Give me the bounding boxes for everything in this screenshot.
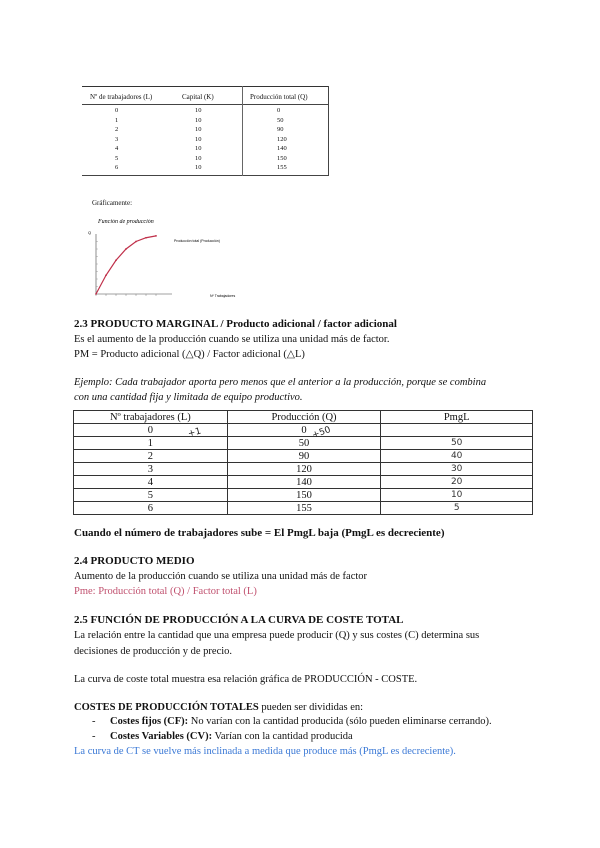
- cost-bullet-text: Varían con la cantidad producida: [212, 731, 353, 742]
- marginal-product-table: [73, 410, 533, 515]
- bullet-dash: -: [92, 716, 96, 727]
- section-23-example-2: con una cantidad fija y limitada de equipo productivo.: [74, 392, 303, 403]
- top-table-top-rule: [82, 86, 328, 87]
- top-table-cell: 10: [195, 107, 202, 114]
- table-row: [74, 489, 533, 502]
- top-table-header-l: Nº de trabajadores (L): [90, 93, 153, 101]
- cost-bullet-term: Costes fijos (CF):: [110, 716, 189, 727]
- pmgl-cell: 5: [381, 502, 533, 515]
- top-table-cell: 10: [195, 135, 202, 143]
- top-table-bottom-rule: [82, 175, 328, 176]
- table-row: [74, 424, 533, 437]
- top-table-cell: 150: [277, 154, 287, 162]
- table-row: [74, 437, 533, 450]
- bullet-dash: -: [92, 731, 96, 742]
- top-table-header-k: Capital (K): [182, 93, 214, 101]
- mini-chart-xlabel: Nº Trabajadores: [210, 294, 236, 298]
- section-23-example-1: Ejemplo: Cada trabajador aporta pero menos que el anterior a la producción, porque se combina: [74, 377, 487, 388]
- section-23-line2: PM = Producto adicional (△Q) / Factor adicional (△L): [74, 349, 305, 360]
- table-row: [74, 463, 533, 476]
- section-25-blue-note: La curva de CT se vuelve más inclinada a medida que produce más (PmgL es decreciente).: [74, 746, 456, 757]
- top-table-cell: 10: [195, 145, 202, 152]
- top-table-cell: 6: [115, 164, 119, 171]
- section-25-heading: 2.5 FUNCIÓN DE PRODUCCIÓN A LA CURVA DE COSTE TOTAL: [74, 614, 404, 626]
- section-24-heading: 2.4 PRODUCTO MEDIO: [74, 555, 195, 567]
- top-table-header-q: Producción total (Q): [250, 93, 308, 101]
- handwritten-annotation-l: +1: [186, 426, 203, 440]
- top-table-cell: 0: [277, 107, 281, 114]
- production-cell: 50: [227, 437, 381, 450]
- production-point: [105, 274, 107, 276]
- header-workers: Nº trabajadores (L): [74, 411, 228, 424]
- production-point: [135, 241, 137, 243]
- top-table-header-rule: [82, 104, 328, 105]
- top-table-cell: 10: [195, 154, 202, 162]
- production-cell: 90: [227, 450, 381, 463]
- mini-chart-legend: Producción total (Producción): [174, 239, 220, 243]
- top-table-cell: 4: [115, 145, 119, 152]
- pmgl-cell: 40: [381, 450, 533, 463]
- mini-chart-ylabel: Q: [88, 230, 92, 235]
- top-table-cell: 155: [277, 164, 287, 171]
- header-pmgl: PmgL: [381, 411, 533, 424]
- production-point: [115, 259, 117, 261]
- handwritten-annotation-q: +50: [310, 425, 333, 441]
- top-table-col-divider: [242, 86, 243, 176]
- workers-cell: 3: [74, 463, 228, 476]
- table-row: [74, 450, 533, 463]
- section-24-formula: Pme: Producción total (Q) / Factor total (L): [74, 586, 257, 597]
- workers-cell: 2: [74, 450, 228, 463]
- production-curve: [96, 236, 156, 294]
- section-23-heading: 2.3 PRODUCTO MARGINAL / Producto adicional / factor adicional: [74, 318, 397, 330]
- marginal-table-body: [74, 424, 533, 515]
- workers-cell: 4: [74, 476, 228, 489]
- production-cell: 150: [227, 489, 381, 502]
- production-cell: 155: [227, 502, 381, 515]
- pmgl-cell: 30: [381, 463, 533, 476]
- workers-cell: 5: [74, 489, 228, 502]
- production-point: [145, 237, 147, 239]
- pmgl-cell: 20: [381, 476, 533, 489]
- top-table-cell: 0: [115, 107, 119, 114]
- top-table-cell: 10: [195, 164, 202, 171]
- costes-intro: [74, 701, 363, 715]
- section-23-line1: Es el aumento de la producción cuando se utiliza una unidad más de factor.: [74, 334, 390, 345]
- section-25-para2: La curva de coste total muestra esa relación gráfica de PRODUCCIÓN - COSTE.: [74, 674, 418, 685]
- cost-bullet-text: No varían con la cantidad producida (sólo pueden eliminarse cerrando).: [188, 716, 492, 727]
- top-table-cell: 5: [115, 154, 119, 162]
- top-table-cell: 2: [115, 126, 119, 133]
- production-cell: 0: [227, 424, 381, 437]
- top-table-cell: 120: [277, 135, 287, 143]
- section-25-para1b: decisiones de producción y de precio.: [74, 646, 233, 657]
- production-point: [125, 248, 127, 250]
- production-cell: 140: [227, 476, 381, 489]
- workers-cell: 0: [74, 424, 228, 437]
- pmgl-cell: [381, 424, 533, 437]
- top-table-cell: 10: [195, 126, 202, 133]
- production-point: [155, 235, 157, 237]
- pmgl-cell: 50: [381, 437, 533, 450]
- cost-bullet-item: [110, 715, 492, 729]
- cost-bullet-term: Costes Variables (CV):: [110, 731, 213, 742]
- table-row: [74, 502, 533, 515]
- table-row: [74, 476, 533, 489]
- mini-chart-title: Función de producción: [98, 219, 154, 225]
- top-table-cell: 140: [277, 145, 287, 152]
- graph-label: Gráficamente:: [92, 199, 133, 207]
- top-table-cell: 3: [115, 135, 119, 143]
- workers-cell: 1: [74, 437, 228, 450]
- production-cell: 120: [227, 463, 381, 476]
- top-table-cell: 10: [195, 116, 202, 124]
- top-table-cell: 1: [115, 116, 119, 124]
- section-24-line1: Aumento de la producción cuando se utiliza una unidad más de factor: [74, 571, 368, 582]
- marginal-table-header-row: [74, 411, 533, 424]
- section-25-para1a: La relación entre la cantidad que una empresa puede producir (Q) y sus costes (C) determina sus: [74, 630, 480, 641]
- costes-intro-rest: pueden ser divididas en:: [258, 702, 364, 713]
- pmgl-cell: 10: [381, 489, 533, 502]
- top-production-table: [82, 86, 329, 176]
- production-function-chart: [86, 212, 256, 304]
- costes-intro-bold: COSTES DE PRODUCCIÓN TOTALES: [74, 702, 259, 713]
- workers-cell: 6: [74, 502, 228, 515]
- conclusion-text: Cuando el número de trabajadores sube = El PmgL baja (PmgL es decreciente): [74, 527, 445, 539]
- header-production: Producción (Q): [227, 411, 381, 424]
- cost-bullet-item: [110, 730, 353, 744]
- top-table-cell: 90: [277, 126, 284, 133]
- top-table-cell: 50: [277, 116, 284, 124]
